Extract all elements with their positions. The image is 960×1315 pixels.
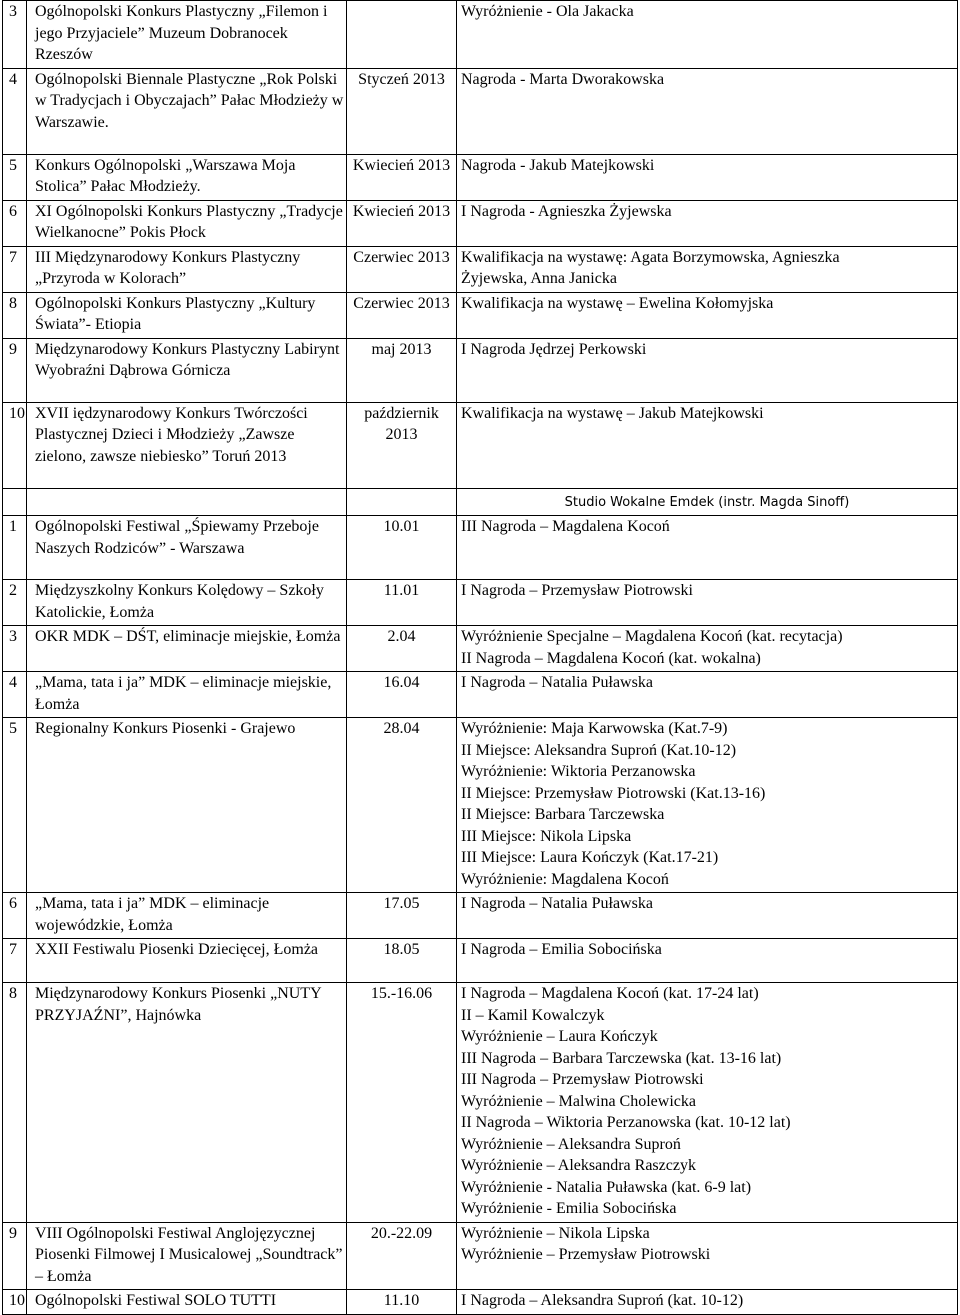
row-number: 6 xyxy=(3,893,27,939)
result-cell xyxy=(457,1290,958,1315)
date-cell: Czerwiec 2013 xyxy=(347,292,457,338)
table-row xyxy=(3,292,958,338)
result-cell xyxy=(457,626,958,672)
event-name: XVII iędzynarodowy Konkurs Twórczości Plastycznej Dzieci i Młodzieży „Zawsze zielono, zawsze niebiesko” Toruń 2013 xyxy=(35,404,312,465)
event-name: Ogólnopolski Festiwal SOLO TUTTI xyxy=(35,1292,277,1309)
event-cell xyxy=(27,246,347,292)
event-name: III Międzynarodowy Konkurs Plastyczny „Przyroda w Kolorach” xyxy=(35,248,305,287)
event-cell xyxy=(27,154,347,200)
event-cell xyxy=(27,68,347,154)
event-cell xyxy=(27,939,347,983)
table-row xyxy=(3,1,958,69)
result-line: I Nagroda – Natalia Puławska xyxy=(461,674,653,691)
result-cell xyxy=(457,402,958,488)
date-cell xyxy=(347,1,457,69)
empty-cell xyxy=(347,488,457,516)
result-cell xyxy=(457,516,958,580)
results-table xyxy=(2,0,958,1315)
event-name: Międzynarodowy Konkurs Piosenki „NUTY PRZYJAŹNI”, Hajnówka xyxy=(35,985,326,1024)
date-cell: 17.05 xyxy=(347,893,457,939)
row-number: 8 xyxy=(3,983,27,1223)
row-number: 4 xyxy=(3,672,27,718)
date-cell: 18.05 xyxy=(347,939,457,983)
table-row xyxy=(3,893,958,939)
row-number: 2 xyxy=(3,580,27,626)
row-number: 10 xyxy=(3,1290,27,1315)
row-number: 9 xyxy=(3,338,27,402)
event-cell xyxy=(27,672,347,718)
result-line: III Nagroda – Barbara Tarczewska (kat. 13-16 lat) xyxy=(461,1049,782,1067)
row-number: 1 xyxy=(3,516,27,580)
result-line: II Nagroda – Magdalena Kocoń (kat. wokalna) xyxy=(461,649,761,667)
result-line: I Nagroda – Magdalena Kocoń (kat. 17-24 lat) xyxy=(461,985,759,1002)
event-name: Ogólnopolski Biennale Plastyczne „Rok Polski w Tradycjach i Obyczajach” Pałac Młodzieży w Warszawie. xyxy=(35,70,348,131)
result-line: Kwalifikacja na wystawę: Agata Borzymowska, Agnieszka xyxy=(461,248,840,266)
empty-cell xyxy=(27,488,347,516)
event-cell xyxy=(27,718,347,893)
event-name: Międzynarodowy Konkurs Plastyczny Labirynt Wyobraźni Dąbrowa Górnicza xyxy=(35,340,344,379)
result-cell xyxy=(457,672,958,718)
row-number: 4 xyxy=(3,68,27,154)
date-cell: 2.04 xyxy=(347,626,457,672)
table-row xyxy=(3,672,958,718)
event-cell xyxy=(27,292,347,338)
studio-header-row xyxy=(3,488,958,516)
result-line: III Miejsce: Nikola Lipska xyxy=(461,827,632,845)
event-cell xyxy=(27,338,347,402)
date-cell: Czerwiec 2013 xyxy=(347,246,457,292)
result-cell xyxy=(457,939,958,983)
table-row xyxy=(3,1222,958,1290)
row-number: 5 xyxy=(3,154,27,200)
result-line: Wyróżnienie – Przemysław Piotrowski xyxy=(461,1246,711,1263)
result-line: II Miejsce: Barbara Tarczewska xyxy=(461,806,665,823)
event-name: XI Ogólnopolski Konkurs Plastyczny „Tradycje Wielkanocne” Pokis Płock xyxy=(35,202,347,241)
result-line: Kwalifikacja na wystawę – Jakub Matejkowski xyxy=(461,404,764,422)
event-name: Regionalny Konkurs Piosenki - Grajewo xyxy=(35,720,296,737)
result-line: Wyróżnienie: Magdalena Kocoń xyxy=(461,870,669,888)
row-number: 9 xyxy=(3,1222,27,1290)
table-row xyxy=(3,1290,958,1315)
row-number: 5 xyxy=(3,718,27,893)
table-row xyxy=(3,338,958,402)
table-row xyxy=(3,516,958,580)
event-name: Ogólnopolski Festiwal „Śpiewamy Przeboje Naszych Rodziców” - Warszawa xyxy=(35,518,323,557)
result-line: II Nagroda – Wiktoria Perzanowska (kat. 10-12 lat) xyxy=(461,1114,791,1131)
result-line: Wyróżnienie – Nikola Lipska xyxy=(461,1224,650,1242)
result-cell xyxy=(457,1222,958,1290)
date-cell: 11.10 xyxy=(347,1290,457,1315)
result-line: Wyróżnienie Specjalne – Magdalena Kocoń (kat. recytacja) xyxy=(461,628,843,645)
result-cell xyxy=(457,718,958,893)
event-name: Ogólnopolski Konkurs Plastyczny „Filemon i jego Przyjaciele” Muzeum Dobranocek Rzeszów xyxy=(35,3,332,63)
result-line: I Nagroda Jędrzej Perkowski xyxy=(461,340,647,358)
result-line: II Miejsce: Przemysław Piotrowski (Kat.13-16) xyxy=(461,784,766,802)
result-cell xyxy=(457,983,958,1223)
result-line: I Nagroda – Przemysław Piotrowski xyxy=(461,582,693,599)
date-cell: 28.04 xyxy=(347,718,457,893)
result-cell xyxy=(457,246,958,292)
table-row xyxy=(3,626,958,672)
table-row xyxy=(3,68,958,154)
event-cell xyxy=(27,580,347,626)
event-name: VIII Ogólnopolski Festiwal Anglojęzycznej Piosenki Filmowej I Musicalowej „Soundtrack” – Łomża xyxy=(35,1224,347,1285)
row-number: 3 xyxy=(3,626,27,672)
result-line: Wyróżnienie – Malwina Cholewicka xyxy=(461,1092,696,1110)
date-cell: Kwiecień 2013 xyxy=(347,154,457,200)
studio-header: Studio Wokalne Emdek (instr. Magda Sinoff) xyxy=(457,488,958,516)
result-line: Kwalifikacja na wystawę – Ewelina Kołomyjska xyxy=(461,294,774,312)
event-cell xyxy=(27,200,347,246)
row-number: 6 xyxy=(3,200,27,246)
result-cell xyxy=(457,1,958,69)
result-line: Wyróżnienie - Emilia Sobocińska xyxy=(461,1200,677,1217)
result-cell xyxy=(457,292,958,338)
result-line: I Nagroda - Agnieszka Żyjewska xyxy=(461,202,672,220)
empty-cell xyxy=(3,488,27,516)
event-name: XXII Festiwalu Piosenki Dziecięcej, Łomża xyxy=(35,941,319,958)
result-line: Wyróżnienie: Maja Karwowska (Kat.7-9) xyxy=(461,720,728,737)
result-line: Nagroda - Jakub Matejkowski xyxy=(461,156,655,174)
date-cell: 15.-16.06 xyxy=(347,983,457,1223)
table-row xyxy=(3,154,958,200)
result-line: II Miejsce: Aleksandra Suproń (Kat.10-12) xyxy=(461,741,737,759)
result-line: I Nagroda – Emilia Sobocińska xyxy=(461,941,662,958)
result-line: Wyróżnienie - Ola Jakacka xyxy=(461,3,634,20)
date-cell: 16.04 xyxy=(347,672,457,718)
row-number: 3 xyxy=(3,1,27,69)
event-name: Ogólnopolski Konkurs Plastyczny „Kultury Świata”- Etiopia xyxy=(35,294,320,333)
result-line: II – Kamil Kowalczyk xyxy=(461,1006,605,1024)
event-cell xyxy=(27,402,347,488)
event-cell xyxy=(27,1290,347,1315)
result-line: III Nagroda – Przemysław Piotrowski xyxy=(461,1071,704,1088)
result-line: I Nagroda – Natalia Puławska xyxy=(461,895,653,912)
table-row xyxy=(3,200,958,246)
result-line: Nagroda - Marta Dworakowska xyxy=(461,70,665,88)
date-cell: Kwiecień 2013 xyxy=(347,200,457,246)
result-line: Wyróżnienie – Laura Kończyk xyxy=(461,1028,658,1045)
date-cell: 10.01 xyxy=(347,516,457,580)
result-line: Wyróżnienie - Natalia Puławska (kat. 6-9 lat) xyxy=(461,1178,752,1196)
result-cell xyxy=(457,154,958,200)
result-cell xyxy=(457,338,958,402)
result-cell xyxy=(457,200,958,246)
result-line: I Nagroda – Aleksandra Suproń (kat. 10-12) xyxy=(461,1292,744,1309)
event-name: „Mama, tata i ja” MDK – eliminacje wojewódzkie, Łomża xyxy=(35,895,274,934)
event-name: Międzyszkolny Konkurs Kolędowy – Szkoły Katolickie, Łomża xyxy=(35,582,328,621)
event-name: Konkurs Ogólnopolski „Warszawa Moja Stolica” Pałac Młodzieży. xyxy=(35,156,300,195)
event-name: „Mama, tata i ja” MDK – eliminacje miejskie, Łomża xyxy=(35,674,336,713)
date-cell: 20.-22.09 xyxy=(347,1222,457,1290)
event-cell xyxy=(27,1,347,69)
event-cell xyxy=(27,893,347,939)
result-line: Wyróżnienie: Wiktoria Perzanowska xyxy=(461,763,696,780)
date-cell: październik 2013 xyxy=(347,402,457,488)
result-line: III Nagroda – Magdalena Kocoń xyxy=(461,518,670,535)
table-row xyxy=(3,246,958,292)
result-line: Wyróżnienie – Aleksandra Suproń xyxy=(461,1135,681,1153)
table-row xyxy=(3,580,958,626)
event-cell xyxy=(27,516,347,580)
event-cell xyxy=(27,1222,347,1290)
results-sheet xyxy=(2,0,957,1315)
event-cell xyxy=(27,983,347,1223)
table-row xyxy=(3,939,958,983)
results-table-body xyxy=(3,1,958,1315)
event-name: OKR MDK – DŚT, eliminacje miejskie, Łomża xyxy=(35,628,341,645)
date-cell: maj 2013 xyxy=(347,338,457,402)
date-cell: Styczeń 2013 xyxy=(347,68,457,154)
result-line: III Miejsce: Laura Kończyk (Kat.17-21) xyxy=(461,849,719,866)
result-line: Żyjewska, Anna Janicka xyxy=(461,270,617,287)
table-row xyxy=(3,983,958,1223)
table-row xyxy=(3,402,958,488)
row-number: 7 xyxy=(3,246,27,292)
result-cell xyxy=(457,580,958,626)
row-number: 8 xyxy=(3,292,27,338)
row-number: 10 xyxy=(3,402,27,488)
result-cell xyxy=(457,68,958,154)
row-number: 7 xyxy=(3,939,27,983)
result-line: Wyróżnienie – Aleksandra Raszczyk xyxy=(461,1157,696,1174)
event-cell xyxy=(27,626,347,672)
date-cell: 11.01 xyxy=(347,580,457,626)
table-row xyxy=(3,718,958,893)
result-cell xyxy=(457,893,958,939)
